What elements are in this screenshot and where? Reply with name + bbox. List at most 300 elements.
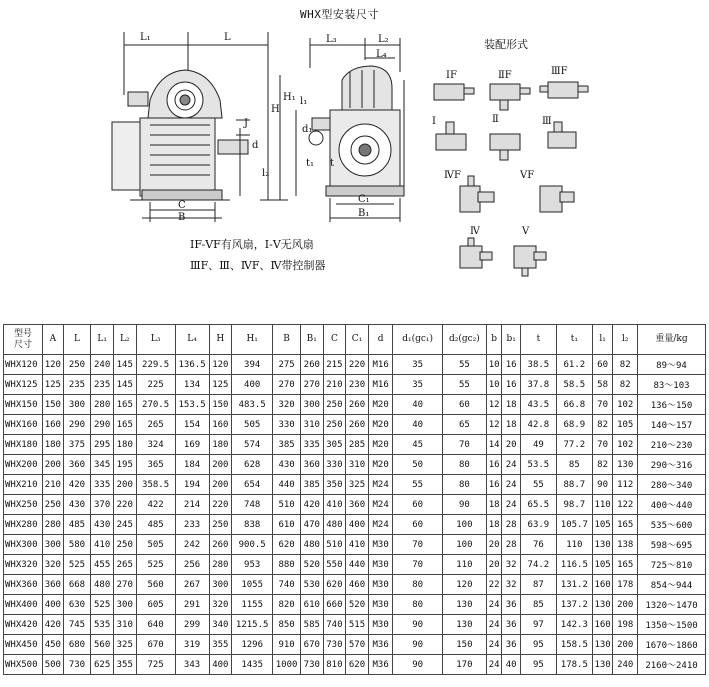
table-cell: 235 — [63, 375, 91, 395]
table-cell: 125 — [43, 375, 64, 395]
table-cell: 605 — [136, 595, 175, 615]
dim-l4-label: L₄ — [376, 49, 387, 60]
table-row — [4, 535, 706, 555]
table-cell: 200 — [613, 635, 638, 655]
table-cell: 36 — [502, 595, 521, 615]
table-cell: 97 — [520, 615, 556, 635]
table-cell: 440 — [346, 555, 369, 575]
table-cell: 70 — [393, 555, 442, 575]
table-cell: 90 — [393, 635, 442, 655]
table-cell: 55 — [520, 475, 556, 495]
table-cell: 200 — [113, 475, 136, 495]
column-header: L₂ — [113, 325, 136, 355]
table-cell: 90 — [442, 495, 486, 515]
table-cell: 180 — [113, 435, 136, 455]
table-cell: 60 — [393, 515, 442, 535]
table-cell: 82 — [613, 375, 638, 395]
table-cell: 400～440 — [638, 495, 706, 515]
table-cell: 100 — [442, 535, 486, 555]
table-cell: 105 — [592, 515, 613, 535]
table-cell: 160 — [43, 415, 64, 435]
column-header: B₁ — [300, 325, 323, 355]
table-cell: 145 — [113, 375, 136, 395]
table-row — [4, 355, 706, 375]
model-cell: WHX300 — [4, 535, 43, 555]
table-cell: 230 — [346, 375, 369, 395]
table-cell: 16 — [502, 375, 521, 395]
model-cell: WHX150 — [4, 395, 43, 415]
table-cell: 80 — [393, 575, 442, 595]
table-cell: 184 — [175, 455, 209, 475]
table-cell: 1670～1860 — [638, 635, 706, 655]
table-cell: 385 — [273, 435, 301, 455]
column-header: L₃ — [136, 325, 175, 355]
table-cell: 20 — [486, 555, 501, 575]
table-cell: 63.9 — [520, 515, 556, 535]
table-cell: 102 — [613, 435, 638, 455]
table-cell: 136.5 — [175, 355, 209, 375]
table-cell: 200 — [613, 595, 638, 615]
table-row — [4, 375, 706, 395]
table-cell: M36 — [368, 655, 393, 675]
dim-b-label: B — [178, 212, 186, 223]
table-cell: M30 — [368, 555, 393, 575]
assy-label-4: Ⅳ — [470, 226, 480, 237]
table-cell: 130 — [442, 615, 486, 635]
table-cell: 200 — [209, 475, 232, 495]
table-cell: 90 — [592, 475, 613, 495]
table-cell: 85 — [520, 595, 556, 615]
table-cell: 74.2 — [520, 555, 556, 575]
table-cell: 270 — [113, 575, 136, 595]
table-cell: 24 — [486, 635, 501, 655]
table-cell: 335 — [91, 475, 114, 495]
table-cell: 400 — [232, 375, 273, 395]
table-row — [4, 435, 706, 455]
table-cell: 122 — [613, 495, 638, 515]
table-cell: 80 — [393, 595, 442, 615]
table-header-row — [4, 325, 706, 355]
table-cell: 55 — [442, 375, 486, 395]
table-cell: 220 — [113, 495, 136, 515]
column-header: L₁ — [91, 325, 114, 355]
table-cell: 130 — [613, 455, 638, 475]
table-cell: 100 — [442, 515, 486, 535]
table-cell: 136～150 — [638, 395, 706, 415]
table-cell: 260 — [209, 535, 232, 555]
table-cell: 900.5 — [232, 535, 273, 555]
table-cell: 355 — [113, 655, 136, 675]
table-cell: 740 — [273, 575, 301, 595]
table-cell: 110 — [556, 535, 592, 555]
table-cell: 730 — [63, 655, 91, 675]
assy-label-1f: ⅠF — [446, 70, 457, 81]
table-cell: 325 — [113, 635, 136, 655]
table-cell: 275 — [273, 355, 301, 375]
table-cell: 142.3 — [556, 615, 592, 635]
table-cell: 740 — [323, 615, 346, 635]
table-cell: 35 — [393, 375, 442, 395]
table-cell: 256 — [175, 555, 209, 575]
table-cell: 150 — [442, 635, 486, 655]
assembly-forms-title: 装配形式 — [484, 38, 528, 51]
model-cell: WHX360 — [4, 575, 43, 595]
table-cell: 90 — [393, 615, 442, 635]
table-cell: 280 — [91, 395, 114, 415]
table-cell: 500 — [43, 655, 64, 675]
table-cell: 525 — [63, 555, 91, 575]
table-cell: 95 — [520, 635, 556, 655]
table-cell: 1320～1470 — [638, 595, 706, 615]
dimension-table — [3, 324, 706, 675]
table-cell: 150 — [43, 395, 64, 415]
table-cell: 335 — [300, 435, 323, 455]
table-cell: 520 — [300, 555, 323, 575]
table-cell: 854～944 — [638, 575, 706, 595]
assy-label-4f: ⅣF — [444, 170, 461, 181]
table-cell: 12 — [486, 415, 501, 435]
table-cell: 250 — [63, 355, 91, 375]
column-header: l₂ — [613, 325, 638, 355]
model-cell: WHX160 — [4, 415, 43, 435]
table-cell: 110 — [442, 555, 486, 575]
table-cell: 525 — [91, 595, 114, 615]
table-cell: 505 — [232, 415, 273, 435]
table-cell: 180 — [209, 435, 232, 455]
table-cell: 620 — [346, 655, 369, 675]
table-cell: 260 — [300, 355, 323, 375]
table-cell: 42.8 — [520, 415, 556, 435]
table-cell: 250 — [209, 515, 232, 535]
model-cell: WHX180 — [4, 435, 43, 455]
table-cell: 725～810 — [638, 555, 706, 575]
table-cell: 550 — [323, 555, 346, 575]
table-cell: 32 — [502, 555, 521, 575]
table-cell: 330 — [273, 415, 301, 435]
table-cell: 450 — [43, 635, 64, 655]
table-cell: 18 — [486, 495, 501, 515]
table-cell: 400 — [43, 595, 64, 615]
table-cell: 110 — [592, 495, 613, 515]
table-cell: 125 — [209, 375, 232, 395]
table-cell: 305 — [323, 435, 346, 455]
table-cell: 574 — [232, 435, 273, 455]
table-cell: 670 — [300, 635, 323, 655]
table-cell: 420 — [63, 475, 91, 495]
table-cell: 36 — [502, 615, 521, 635]
table-cell: 16 — [486, 475, 501, 495]
table-cell: 169 — [175, 435, 209, 455]
table-cell: 668 — [63, 575, 91, 595]
table-cell: 1155 — [232, 595, 273, 615]
table-cell: 270.5 — [136, 395, 175, 415]
table-cell: 570 — [346, 635, 369, 655]
table-cell: 20 — [486, 535, 501, 555]
table-cell: 80 — [442, 455, 486, 475]
table-cell: M30 — [368, 615, 393, 635]
table-cell: 55 — [393, 475, 442, 495]
table-cell: 130 — [592, 655, 613, 675]
table-row — [4, 415, 706, 435]
table-cell: 730 — [300, 655, 323, 675]
dim-l1b-label: l₁ — [300, 96, 308, 107]
table-cell: 260 — [346, 395, 369, 415]
table-cell: 530 — [300, 575, 323, 595]
dim-h1-label: H₁ — [283, 92, 296, 103]
table-cell: 585 — [300, 615, 323, 635]
table-cell: 120 — [43, 355, 64, 375]
table-cell: 440 — [273, 475, 301, 495]
table-cell: 510 — [273, 495, 301, 515]
table-cell: 18 — [502, 415, 521, 435]
table-cell: 24 — [486, 595, 501, 615]
table-row — [4, 495, 706, 515]
table-cell: 730 — [323, 635, 346, 655]
table-cell: 360 — [63, 455, 91, 475]
table-row — [4, 455, 706, 475]
table-cell: 610 — [300, 595, 323, 615]
table-cell: M16 — [368, 355, 393, 375]
table-cell: 22 — [486, 575, 501, 595]
table-cell: 290 — [91, 415, 114, 435]
table-cell: 630 — [63, 595, 91, 615]
column-header: H — [209, 325, 232, 355]
table-cell: 120 — [209, 355, 232, 375]
table-cell: 265 — [136, 415, 175, 435]
table-row — [4, 655, 706, 675]
table-cell: M30 — [368, 535, 393, 555]
table-cell: 295 — [91, 435, 114, 455]
table-cell: 160 — [592, 615, 613, 635]
table-cell: 598～695 — [638, 535, 706, 555]
table-cell: 120 — [442, 575, 486, 595]
table-cell: 680 — [63, 635, 91, 655]
column-header: H₁ — [232, 325, 273, 355]
table-cell: 154 — [175, 415, 209, 435]
table-cell: 225 — [136, 375, 175, 395]
dim-c-label: C — [178, 200, 186, 211]
table-cell: 145 — [113, 355, 136, 375]
table-cell: 535 — [91, 615, 114, 635]
table-cell: 350 — [323, 475, 346, 495]
front-view — [112, 32, 288, 222]
table-cell: 310 — [113, 615, 136, 635]
table-cell: 153.5 — [175, 395, 209, 415]
table-cell: 365 — [136, 455, 175, 475]
column-header: C₁ — [346, 325, 369, 355]
table-cell: 620 — [323, 575, 346, 595]
table-cell: 245 — [113, 515, 136, 535]
table-cell: 214 — [175, 495, 209, 515]
table-cell: 520 — [346, 595, 369, 615]
assy-label-5: Ⅴ — [522, 226, 530, 237]
table-cell: 158.5 — [556, 635, 592, 655]
model-cell: WHX450 — [4, 635, 43, 655]
table-cell: 400 — [209, 655, 232, 675]
table-cell: 345 — [91, 455, 114, 475]
table-cell: 422 — [136, 495, 175, 515]
table-cell: 300 — [209, 575, 232, 595]
assy-label-2f: ⅡF — [498, 70, 512, 81]
table-cell: 480 — [300, 535, 323, 555]
table-cell: 250 — [323, 415, 346, 435]
table-cell: 165 — [613, 515, 638, 535]
model-cell: WHX500 — [4, 655, 43, 675]
table-cell: 625 — [91, 655, 114, 675]
table-cell: 505 — [136, 535, 175, 555]
table-cell: 480 — [323, 515, 346, 535]
table-cell: M24 — [368, 475, 393, 495]
table-cell: 745 — [63, 615, 91, 635]
table-cell: 28 — [502, 535, 521, 555]
table-cell: 320 — [43, 555, 64, 575]
table-cell: 178.5 — [556, 655, 592, 675]
table-cell: 810 — [323, 655, 346, 675]
table-cell: M20 — [368, 455, 393, 475]
table-cell: 215 — [323, 355, 346, 375]
table-cell: 43.5 — [520, 395, 556, 415]
table-cell: 460 — [346, 575, 369, 595]
table-row — [4, 635, 706, 655]
table-cell: 310 — [300, 415, 323, 435]
table-row — [4, 595, 706, 615]
assy-label-1: Ⅰ — [432, 116, 436, 127]
table-body — [4, 355, 706, 675]
table-cell: 32 — [502, 575, 521, 595]
model-cell: WHX400 — [4, 595, 43, 615]
table-cell: 160 — [592, 575, 613, 595]
model-cell: WHX280 — [4, 515, 43, 535]
table-cell: 60 — [393, 495, 442, 515]
table-cell: 953 — [232, 555, 273, 575]
table-row — [4, 515, 706, 535]
table-cell: 82 — [592, 455, 613, 475]
table-cell: 105.7 — [556, 515, 592, 535]
assy-label-3: Ⅲ — [542, 116, 552, 127]
table-cell: 137.2 — [556, 595, 592, 615]
column-header: t₁ — [556, 325, 592, 355]
table-cell: 60 — [442, 395, 486, 415]
table-cell: 102 — [613, 395, 638, 415]
table-cell: 400 — [346, 515, 369, 535]
table-cell: 358.5 — [136, 475, 175, 495]
table-cell: M20 — [368, 395, 393, 415]
table-cell: 670 — [136, 635, 175, 655]
dim-l2b-label: l₂ — [262, 168, 270, 179]
table-cell: M24 — [368, 515, 393, 535]
table-row — [4, 395, 706, 415]
model-cell: WHX420 — [4, 615, 43, 635]
table-cell: 324 — [136, 435, 175, 455]
model-cell: WHX210 — [4, 475, 43, 495]
assy-label-3f: ⅢF — [551, 66, 568, 77]
dim-l2-label: L₂ — [378, 34, 389, 45]
dim-d-label: d — [252, 140, 259, 151]
column-header: t — [520, 325, 556, 355]
table-cell: 68.9 — [556, 415, 592, 435]
table-cell: 235 — [91, 375, 114, 395]
dim-t-label: t — [330, 158, 335, 169]
column-header: d₁(gc₁) — [393, 325, 442, 355]
table-cell: 410 — [346, 535, 369, 555]
table-cell: 355 — [209, 635, 232, 655]
table-cell: 340 — [209, 615, 232, 635]
column-header: l₁ — [592, 325, 613, 355]
table-cell: 385 — [300, 475, 323, 495]
table-cell: 330 — [323, 455, 346, 475]
table-cell: 60 — [592, 355, 613, 375]
table-row — [4, 475, 706, 495]
table-cell: 58.5 — [556, 375, 592, 395]
column-header: C — [323, 325, 346, 355]
table-cell: 319 — [175, 635, 209, 655]
table-cell: 76 — [520, 535, 556, 555]
table-cell: 470 — [300, 515, 323, 535]
table-cell: 360 — [346, 495, 369, 515]
table-cell: 28 — [502, 515, 521, 535]
table-cell: 18 — [486, 515, 501, 535]
table-cell: 420 — [43, 615, 64, 635]
table-row — [4, 615, 706, 635]
table-cell: 24 — [486, 655, 501, 675]
table-cell: 20 — [502, 435, 521, 455]
column-header: B — [273, 325, 301, 355]
table-cell: 70 — [592, 435, 613, 455]
model-cell: WHX120 — [4, 355, 43, 375]
model-cell: WHX250 — [4, 495, 43, 515]
dim-l1-label: L₁ — [140, 32, 151, 43]
table-cell: 10 — [486, 375, 501, 395]
table-cell: 660 — [323, 595, 346, 615]
table-cell: 748 — [232, 495, 273, 515]
table-cell: 180 — [43, 435, 64, 455]
table-cell: 165 — [113, 395, 136, 415]
model-cell: WHX320 — [4, 555, 43, 575]
table-cell: 40 — [393, 415, 442, 435]
table-cell: 1000 — [273, 655, 301, 675]
table-cell: 65 — [442, 415, 486, 435]
dim-l-label: L — [224, 32, 231, 43]
table-cell: 620 — [273, 535, 301, 555]
legend-fan: ⅠF-ⅤF有风扇，Ⅰ-Ⅴ无风扇 — [190, 238, 314, 251]
table-cell: 37.8 — [520, 375, 556, 395]
table-cell: 105 — [592, 555, 613, 575]
column-header: A — [43, 325, 64, 355]
dim-l3-label: L₃ — [326, 34, 337, 45]
table-cell: 610 — [273, 515, 301, 535]
table-cell: 10 — [486, 355, 501, 375]
table-cell: 65.5 — [520, 495, 556, 515]
table-cell: 250 — [43, 495, 64, 515]
table-cell: 220 — [209, 495, 232, 515]
table-cell: 61.2 — [556, 355, 592, 375]
table-cell: M30 — [368, 575, 393, 595]
table-cell: 485 — [63, 515, 91, 535]
table-cell: 53.5 — [520, 455, 556, 475]
table-cell: 16 — [502, 355, 521, 375]
table-cell: 250 — [113, 535, 136, 555]
table-cell: 70 — [442, 435, 486, 455]
table-cell: 24 — [502, 475, 521, 495]
table-cell: 130 — [592, 535, 613, 555]
table-cell: 24 — [486, 615, 501, 635]
table-cell: 455 — [91, 555, 114, 575]
assy-label-5f: ⅤF — [520, 170, 535, 181]
table-cell: 300 — [113, 595, 136, 615]
table-cell: 150 — [209, 395, 232, 415]
table-cell: 280～340 — [638, 475, 706, 495]
table-cell: 194 — [175, 475, 209, 495]
